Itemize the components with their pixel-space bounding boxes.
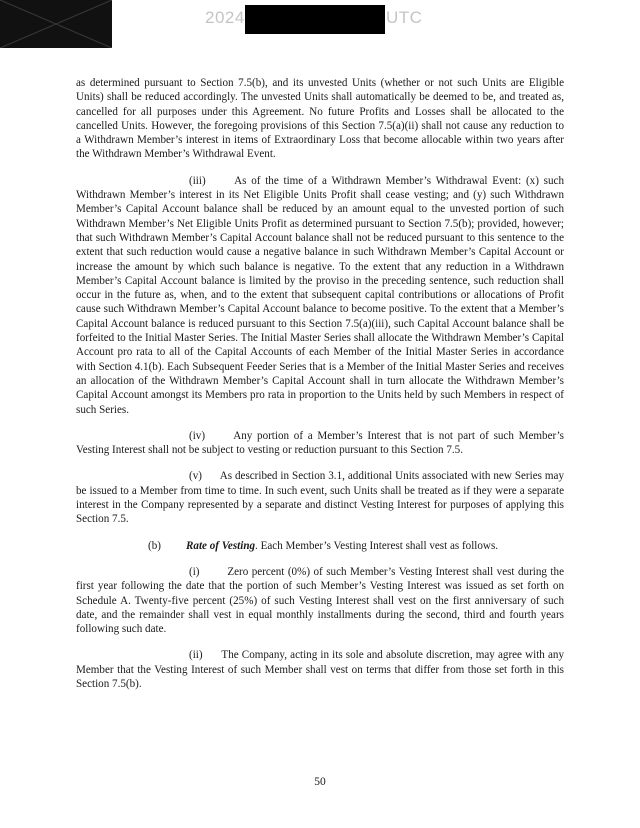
redaction-box-logo <box>0 0 112 48</box>
paragraph-text: Zero percent (0%) of such Member’s Vesting Interest shall vest during the first year following the date that the portion of such Member’s Vesting Interest was issued as set forth on Schedule A. Twenty-five percent (25%) of such Vesting Interest shall vest on the first anniversary of such date, and the remainder shall vest in equal monthly installments during the second, third and fourth years following such date. <box>76 565 564 636</box>
paragraph-text: The Company, acting in its sole and absolute discretion, may agree with any Member that the Vesting Interest of such Member shall vest on terms that differ from those set forth in this Section 7.5(b). <box>76 649 565 690</box>
paragraph-text: As described in Section 3.1, additional Units associated with new Series may be issued to a Member from time to time. In such event, such Units shall be treated as if they were a separate interest in the Company represented by a separate and distinct Vesting Interest for purposes of applying this Section 7.5. <box>76 470 564 526</box>
paragraph-number: (ii) <box>189 649 203 662</box>
paragraph-text: Any portion of a Member’s Interest that is not part of such Member’s Vesting Interest shall not be subject to vesting or reduction pursuant to this Section 7.5. <box>76 429 564 457</box>
paragraph-text: . Each Member’s Vesting Interest shall vest as follows. <box>255 539 499 552</box>
redaction-bar <box>245 5 385 34</box>
section-heading-b <box>76 539 564 553</box>
document-body <box>76 76 564 691</box>
heading-rate-of-vesting: Rate of Vesting <box>186 539 256 552</box>
paragraph-number: (b) <box>148 539 161 552</box>
paragraph-iii <box>76 174 564 417</box>
paragraph-number: (i) <box>189 565 200 578</box>
paragraph-b-i <box>76 565 564 636</box>
header-timezone: UTC <box>386 8 423 27</box>
paragraph-text: As of the time of a Withdrawn Member’s Withdrawal Event: (x) such Withdrawn Member’s interest in its Net Eligible Units Profit shall cease vesting; and (y) such Withdrawn Member’s Capital Account balance shall be reduced by an amount equal to the unvested portion of such Withdrawn Member’s Net Eligible Units Profit as determined pursuant to Section 7.5(b); provided, however; that such Withdrawn Member’s Capital Account balance shall not be reduced pursuant to this sentence to the extent that such reduction would cause a negative balance in such Withdrawn Member’s Capital Account or increase the amount by which such balance is negative. To the extent that any reduction in a Withdrawn Member’s Capital Account balance is limited by the proviso in the preceding sentence, such reduction shall occur in the future as, when, and to the extent that subsequent capital contributions or allocations of Profit cause such Withdrawn Member’s Capital Account balance to become positive. To the extent that a Member’s Capital Account balance is reduced pursuant to this Section 7.5(a)(iii), such Capital Account balance shall be forfeited to the Initial Master Series. The Initial Master Series shall allocate the Withdrawn Member’s Capital Account pro rata to all of the Capital Accounts of each Member of the Initial Master Series in accordance with Section 4.1(b). Each Subsequent Feeder Series that is a Member of the Initial Master Series and receives an allocation of the Withdrawn Member’s Capital Account shall in turn allocate the Withdrawn Member’s Capital Account amongst its Members pro rata in proportion to the Units held by such Members in respect of such Series. <box>76 174 564 416</box>
x-mark-icon <box>0 0 112 48</box>
paragraph-number: (iv) <box>189 429 206 442</box>
paragraph-iv <box>76 429 564 458</box>
paragraph-number: (iii) <box>189 174 206 187</box>
paragraph-number: (v) <box>189 470 202 483</box>
paragraph-b-ii <box>76 648 564 691</box>
paragraph-v <box>76 469 564 526</box>
page-number: 50 <box>314 776 326 788</box>
paragraph-continuation: as determined pursuant to Section 7.5(b), and its unvested Units (whether or not such Units are Eligible Units) shall be reduced accordingly. The unvested Units shall automatically be deemed to be, and treated as, cancelled for all purposes under this Agreement. No future Profits and Losses shall be allocated to the cancelled Units. However, the foregoing provisions of this Section 7.5(a)(ii) shall not cause any reduction to a Withdrawn Member’s interest in items of Extraordinary Loss that become allocable within two years after the Withdrawn Member’s Withdrawal Event. <box>76 77 564 161</box>
header-date-prefix: 2024 <box>205 8 245 27</box>
